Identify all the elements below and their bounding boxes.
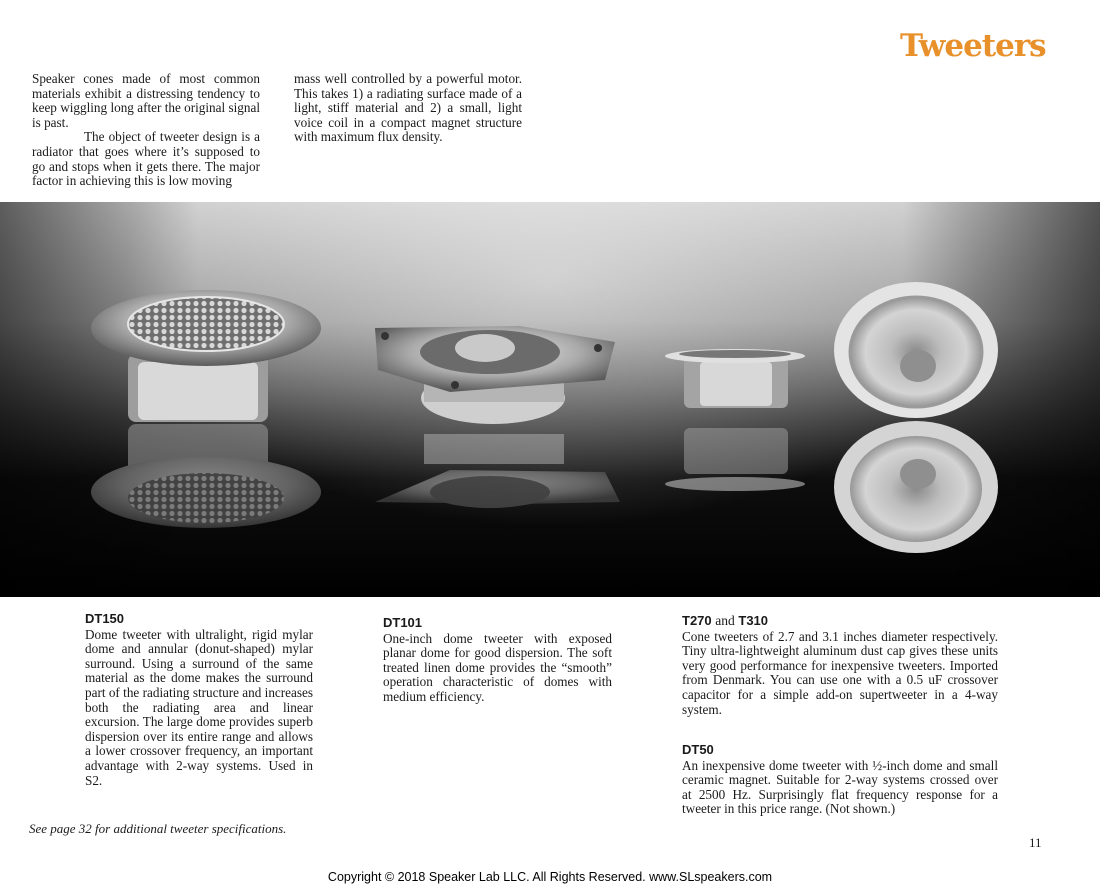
model-name-dt101: DT101 bbox=[383, 615, 423, 630]
model-name-dt50: DT50 bbox=[682, 742, 714, 757]
model-name-t310: T310 bbox=[738, 613, 769, 628]
intro-paragraph-2: The object of tweeter design is a radiator that goes where it’s supposed to go and stops when it gets there. The major factor in achieving this is low moving bbox=[32, 129, 260, 189]
product-t270-t310 bbox=[682, 614, 998, 717]
model-name-t270: T270 bbox=[682, 613, 712, 628]
product-dt50 bbox=[682, 743, 998, 817]
page-number: 11 bbox=[1029, 835, 1042, 850]
page-title: Tweeters bbox=[900, 28, 1046, 64]
description-dt101: One-inch dome tweeter with exposed planar dome for good dispersion. The soft treated linen dome provides the “smooth” operation characteristic of domes with medium efficiency. bbox=[383, 630, 612, 704]
dt150-tweeter-image bbox=[91, 290, 321, 528]
dt101-tweeter-image bbox=[375, 326, 620, 508]
t270-tweeter-image bbox=[665, 349, 805, 491]
model-name-conjunction: and bbox=[715, 613, 735, 628]
copyright-notice: Copyright © 2018 Speaker Lab LLC. All Rights Reserved. www.SLspeakers.com bbox=[327, 870, 773, 884]
intro-column-right bbox=[294, 72, 522, 145]
tweeters-photo bbox=[0, 202, 1100, 597]
t310-tweeter-image bbox=[834, 282, 998, 553]
description-dt50: An inexpensive dome tweeter with ½-inch dome and small ceramic magnet. Suitable for 2-way systems crossed over at 2500 Hz. Surprisingly flat frequency response for a tweeter in this price range. (Not shown.) bbox=[682, 757, 998, 817]
product-dt150 bbox=[85, 612, 313, 788]
intro-column-left bbox=[32, 72, 260, 189]
description-t270-t310: Cone tweeters of 2.7 and 3.1 inches diameter respectively. Tiny ultra-lightweight aluminum dust cap gives these units very good performance for inexpensive tweeters. Imported from Denmark. You can use one with a 0.5 uF crossover capacitor for a simple add-on supertweeter in a 4-way system. bbox=[682, 628, 998, 717]
product-dt101 bbox=[383, 616, 612, 705]
description-dt150: Dome tweeter with ultralight, rigid mylar dome and annular (donut-shaped) mylar surround. Using a surround of the same material as the dome makes the surround part of the radiating structure and increases both the radiating area and linear excursion. The large dome provides superb dispersion over its entire range and allows a lower crossover frequency, an important advantage with 2-way systems. Used in S2. bbox=[85, 626, 313, 788]
intro-paragraph-1: Speaker cones made of most common materials exhibit a distressing tendency to keep wiggling long after the original signal is past. bbox=[32, 71, 260, 130]
model-name-t270-t310 bbox=[682, 614, 998, 629]
model-name-dt150: DT150 bbox=[85, 611, 125, 626]
intro-paragraph-2-continued: mass well controlled by a powerful motor. This takes 1) a radiating surface made of a light, stiff material and 2) a small, light voice coil in a compact magnet structure with maximum flux density. bbox=[294, 71, 522, 145]
specifications-note: See page 32 for additional tweeter specifications. bbox=[29, 821, 287, 836]
